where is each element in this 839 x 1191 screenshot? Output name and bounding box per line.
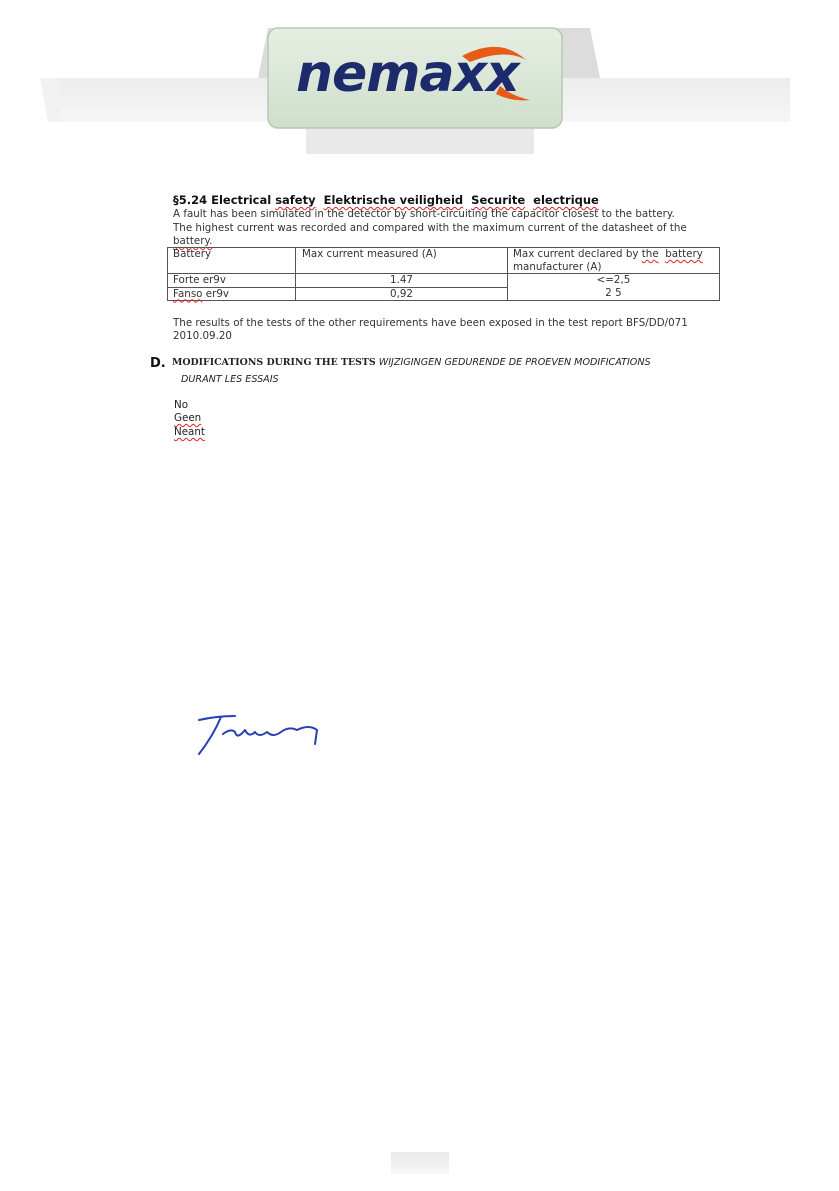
section-title-prefix: §5.24 Electrical <box>173 193 276 207</box>
section-title <box>173 193 599 207</box>
table-header-row <box>168 248 720 274</box>
header-declared <box>508 248 720 274</box>
answer-french <box>174 426 205 438</box>
section-text-line-2: The highest current was recorded and compared with the maximum current of the datasheet of the <box>173 222 687 234</box>
header-measured: Max current measured (A) <box>296 248 508 274</box>
answer-french-text: Neant <box>174 426 205 438</box>
cell-measured: 0,92 <box>296 287 508 301</box>
answer-english: No <box>174 399 189 411</box>
header-declared-part-a: Max current declared by <box>513 248 642 260</box>
header-declared-the: the <box>641 248 659 260</box>
cell-battery <box>168 287 296 301</box>
section-text-line-1: A fault has been simulated in the detector by short-circuiting the capacitor closest to the battery. <box>173 208 675 220</box>
answer-dutch-text: Geen <box>174 412 202 424</box>
cell-declared: <=2,5 <box>508 274 720 288</box>
results-line-2: 2010.09.20 <box>173 330 232 342</box>
header-banner <box>0 0 839 170</box>
section-d-title-dutch-french: WIJZIGINGEN GEDURENDE DE PROEVEN MODIFICATIONS <box>378 357 651 368</box>
footer-page-tab <box>391 1152 449 1174</box>
section-d-title-english: MODIFICATIONS DURING THE TESTS <box>172 357 376 368</box>
section-title-french-1: Securite <box>471 193 526 207</box>
signature-image <box>193 712 323 758</box>
answer-dutch <box>174 412 201 424</box>
battery-current-table <box>167 247 720 301</box>
nemaxx-logo: nemaxx <box>296 44 519 104</box>
section-text-line-3 <box>173 235 212 247</box>
results-line-1: The results of the tests of the other requirements have been exposed in the test report BFS/DD/071 <box>173 317 688 329</box>
header-battery: Battery <box>168 248 296 274</box>
cell-battery: Forte er9v <box>168 274 296 288</box>
cell-battery-brand: Fanso <box>173 287 203 300</box>
cell-declared: 2 5 <box>508 287 720 301</box>
cell-battery-model: er9v <box>202 287 229 300</box>
section-text-line-3-word: battery. <box>173 235 213 247</box>
section-title-word: safety <box>275 193 316 207</box>
section-title-french-2: electrique <box>533 193 599 207</box>
table-row <box>168 287 720 301</box>
section-d-letter: D. <box>150 356 166 371</box>
header-declared-part-d: manufacturer (A) <box>513 260 602 273</box>
section-d-title <box>172 357 651 368</box>
header-declared-battery: battery <box>665 248 703 260</box>
section-title-dutch: Elektrische veiligheid <box>323 193 464 207</box>
table-row <box>168 274 720 288</box>
cell-measured: 1.47 <box>296 274 508 288</box>
section-d-title-continued: DURANT LES ESSAIS <box>181 374 279 385</box>
